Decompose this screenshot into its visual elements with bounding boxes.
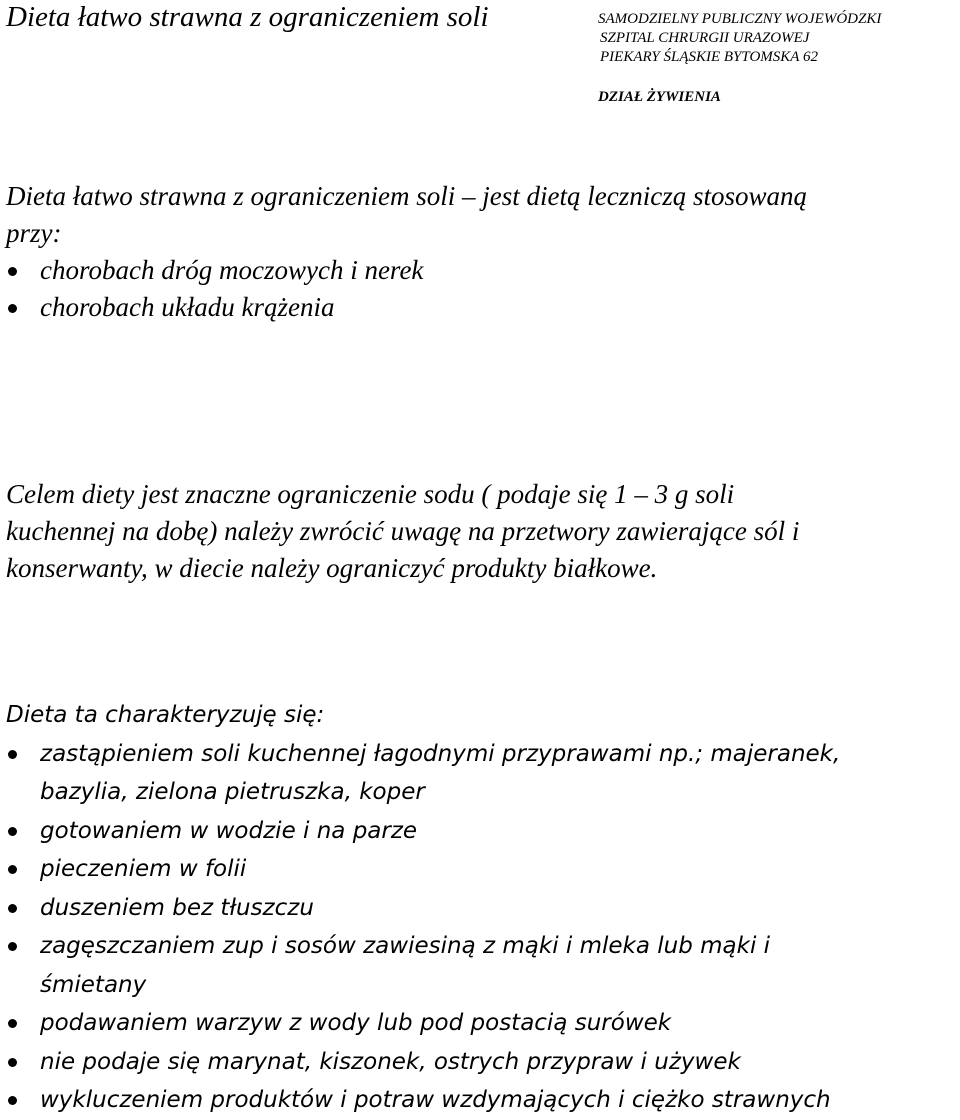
list-item-text: chorobach dróg moczowych i nerek bbox=[40, 255, 424, 285]
bullet-icon bbox=[8, 827, 17, 836]
list-item-text: zagęszczaniem zup i sosów zawiesiną z mąki i mleka lub mąki i bbox=[40, 933, 771, 959]
institution-line: SAMODZIELNY PUBLICZNY WOJEWÓDZKI bbox=[598, 11, 882, 27]
document-title: Dieta łatwo strawna z ograniczeniem soli bbox=[6, 1, 489, 33]
goal-section bbox=[6, 476, 799, 587]
list-item-text: gotowaniem w wodzie i na parze bbox=[40, 817, 418, 844]
list-item-text: nie podaje się marynat, kiszonek, ostrych przypraw i używek bbox=[40, 1048, 741, 1075]
list-item bbox=[6, 889, 840, 928]
list-item bbox=[6, 1081, 840, 1120]
institution-line: PIEKARY ŚLĄSKIE BYTOMSKA 62 bbox=[600, 49, 818, 65]
intro-section bbox=[6, 178, 807, 326]
institution-address bbox=[598, 10, 881, 67]
intro-text-line: Dieta łatwo strawna z ograniczeniem soli – jest dietą leczniczą stosowaną bbox=[6, 181, 807, 211]
bullet-icon bbox=[8, 304, 17, 313]
list-item-text: pieczeniem w folii bbox=[40, 856, 247, 882]
list-item-text: zastąpieniem soli kuchennej łagodnymi przyprawami np.; majeranek, bbox=[40, 740, 841, 767]
list-item bbox=[6, 812, 840, 851]
characteristics-section bbox=[6, 696, 840, 1120]
list-item bbox=[6, 1043, 840, 1082]
list-item-text: śmietany bbox=[40, 971, 147, 998]
characteristics-heading: Dieta ta charakteryzuję się: bbox=[6, 702, 325, 728]
intro-text-line: przy: bbox=[6, 218, 62, 248]
list-item-text: podawaniem warzyw z wody lub pod postacią surówek bbox=[40, 1010, 672, 1036]
list-item-text: chorobach układu krążenia bbox=[40, 292, 335, 322]
list-item-text: duszeniem bez tłuszczu bbox=[40, 894, 314, 921]
bullet-icon bbox=[8, 904, 17, 913]
bullet-icon bbox=[8, 750, 17, 759]
list-item bbox=[6, 289, 807, 326]
list-item-text: wykluczeniem produktów i potraw wzdymających i ciężko strawnych bbox=[40, 1087, 831, 1113]
bullet-icon bbox=[8, 865, 17, 874]
goal-text-line: kuchennej na dobę) należy zwrócić uwagę na przetwory zawierające sól i bbox=[6, 516, 800, 546]
bullet-icon bbox=[8, 1096, 17, 1105]
goal-text-line: konserwanty, w diecie należy ograniczyć produkty białkowe. bbox=[6, 553, 658, 583]
list-item bbox=[6, 735, 840, 812]
bullet-icon bbox=[8, 1058, 17, 1067]
list-item bbox=[6, 850, 840, 889]
list-item bbox=[6, 927, 840, 1004]
list-item bbox=[6, 1004, 840, 1043]
goal-text-line: Celem diety jest znaczne ograniczenie sodu ( podaje się 1 – 3 g soli bbox=[6, 479, 735, 509]
bullet-icon bbox=[8, 1019, 17, 1028]
institution-line: SZPITAL CHRURGII URAZOWEJ bbox=[600, 30, 810, 46]
bullet-icon bbox=[8, 267, 17, 276]
indications-list bbox=[6, 252, 807, 326]
bullet-icon bbox=[8, 942, 17, 951]
department-name: DZIAŁ ŻYWIENIA bbox=[598, 89, 721, 105]
characteristics-list bbox=[6, 735, 840, 1120]
list-item bbox=[6, 252, 807, 289]
list-item-text: bazylia, zielona pietruszka, koper bbox=[40, 779, 425, 805]
